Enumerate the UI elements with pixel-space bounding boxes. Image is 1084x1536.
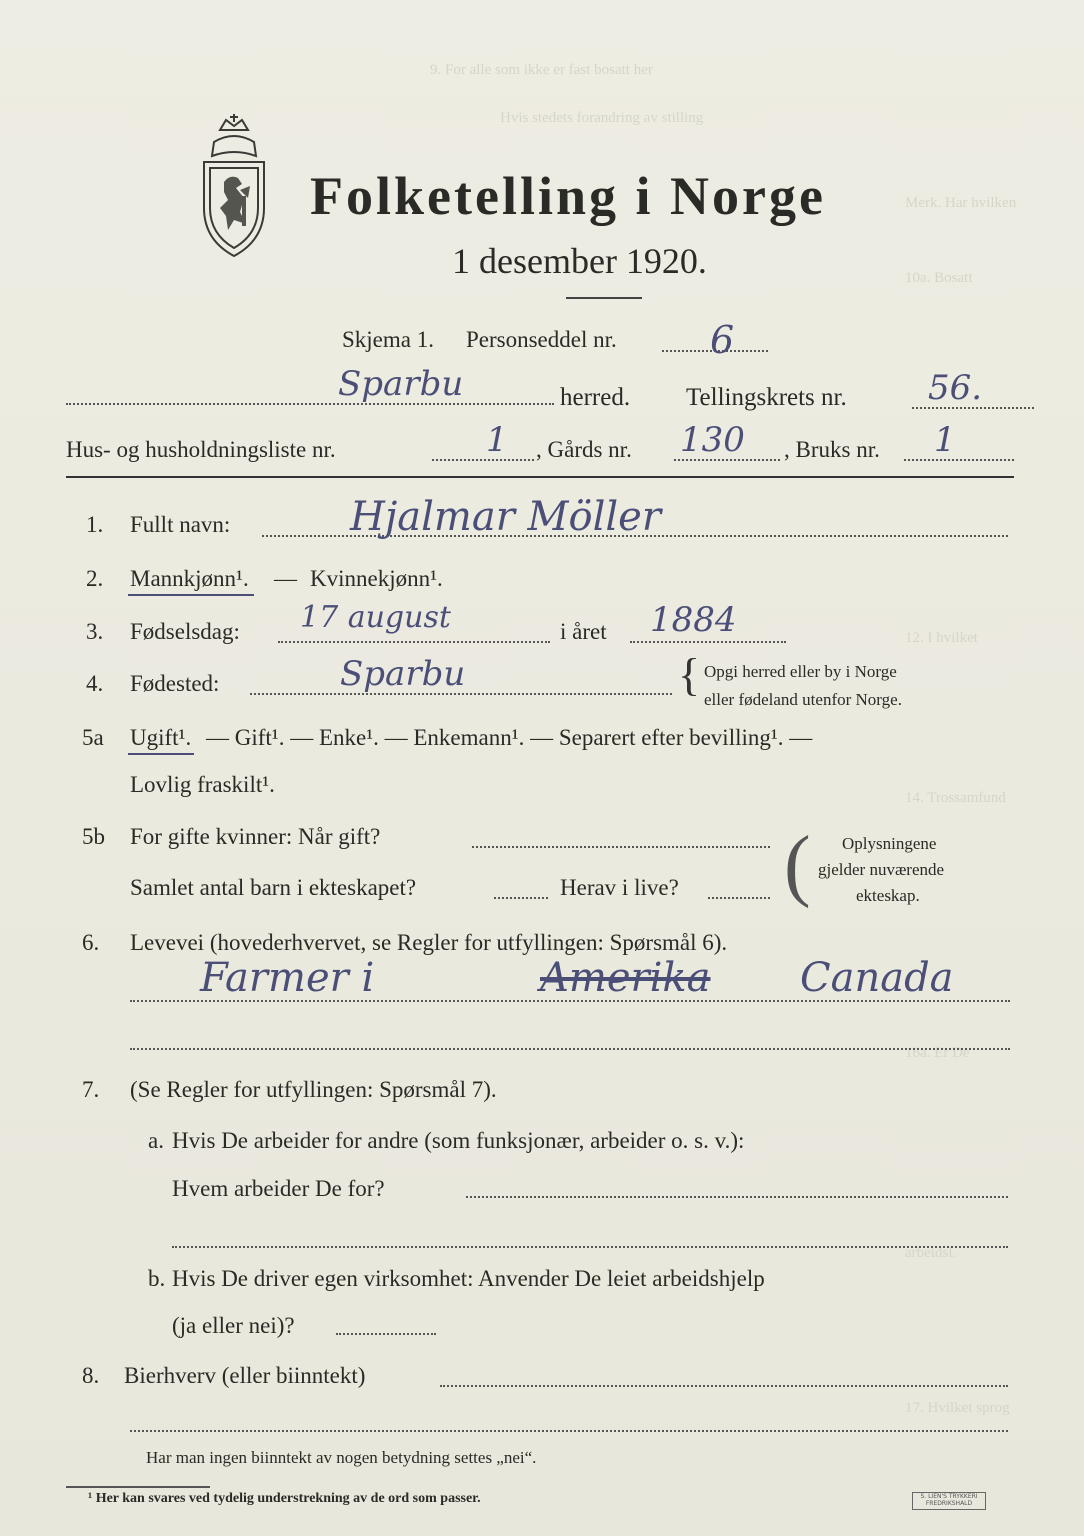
q5a-fraskilt-option[interactable]: Lovlig fraskilt¹. xyxy=(130,772,275,797)
q7b-line1: Hvis De driver egen virksomhet: Anvender De leiet arbeidshjelp xyxy=(172,1266,765,1291)
q4-note-line2: eller fødeland utenfor Norge. xyxy=(704,690,902,709)
q7b-field-line xyxy=(336,1333,436,1335)
q3-year-label: i året xyxy=(560,619,607,644)
q6-occupation-part1[interactable]: Farmer i xyxy=(200,955,375,1001)
q8-field-line-1 xyxy=(440,1385,1008,1387)
q8-label: Bierhverv (eller biinntekt) xyxy=(124,1363,366,1388)
q5b-label: For gifte kvinner: Når gift? xyxy=(130,824,381,849)
q5b-note-line1: Oplysningene xyxy=(842,834,937,853)
q5b-alive-field-line xyxy=(708,897,770,899)
q7a-line1: Hvis De arbeider for andre (som funksjonær, arbeider o. s. v.): xyxy=(172,1128,745,1153)
herred-value[interactable]: Sparbu xyxy=(338,364,464,404)
q5b-number: 5b xyxy=(82,824,105,849)
tellingskrets-label: Tellingskrets nr. xyxy=(686,384,847,411)
bleed-through-text: 9. For alle som ikke er fast bosatt her xyxy=(430,62,653,78)
q1-full-name[interactable]: Hjalmar Möller xyxy=(350,494,661,540)
bleed-through-text: 10a. Bosatt xyxy=(905,270,973,286)
bruks-field-line xyxy=(904,459,1014,461)
q2-female-option[interactable]: Kvinnekjønn¹. xyxy=(310,566,443,591)
footnote-divider xyxy=(66,1486,210,1488)
q3-year-field-line xyxy=(630,641,786,643)
q5b-alive-label: Herav i live? xyxy=(560,875,679,900)
q4-birthplace[interactable]: Sparbu xyxy=(340,654,466,694)
hus-field-line xyxy=(432,459,534,461)
bleed-through-text: 16a. Er De xyxy=(905,1045,970,1061)
q5b-brace: ( xyxy=(784,821,811,909)
bruks-label: , Bruks nr. xyxy=(784,437,880,462)
q7a-field-line-1 xyxy=(466,1196,1008,1198)
q7a-field-line-2 xyxy=(172,1246,1008,1248)
q5b-note-line3: ekteskap. xyxy=(856,886,920,905)
q5b-children-field-line xyxy=(494,897,548,899)
q7a-letter: a. xyxy=(148,1128,164,1153)
q7-number: 7. xyxy=(82,1077,100,1102)
bruks-value[interactable]: 1 xyxy=(934,420,956,460)
q8-number: 8. xyxy=(82,1363,100,1388)
q5b-children-label: Samlet antal barn i ekteskapet? xyxy=(130,875,417,900)
q5a-ugift-underline-mark xyxy=(128,753,194,755)
herred-label: herred. xyxy=(560,384,631,411)
q5b-married-field-line xyxy=(472,846,770,848)
bleed-through-text: Merk. Har hvilken xyxy=(905,195,1017,211)
q8-note: Har man ingen biinntekt av nogen betydning settes „nei“. xyxy=(146,1448,537,1467)
q5a-other-options[interactable]: — Gift¹. — Enke¹. — Enkemann¹. — Separert efter bevilling¹. — xyxy=(206,725,813,750)
hus-label: Hus- og husholdningsliste nr. xyxy=(66,437,336,462)
q3-birth-year[interactable]: 1884 xyxy=(650,600,737,640)
q4-brace: { xyxy=(678,649,701,700)
q5a-number: 5a xyxy=(82,725,104,750)
q7b-line2: (ja eller nei)? xyxy=(172,1313,295,1338)
q5a-ugift-option[interactable]: Ugift¹. xyxy=(130,725,192,750)
q7b-letter: b. xyxy=(148,1266,166,1291)
q3-number: 3. xyxy=(86,619,104,644)
q6-field-line-2 xyxy=(130,1048,1010,1050)
gards-value[interactable]: 130 xyxy=(680,420,745,460)
q7a-line2: Hvem arbeider De for? xyxy=(172,1176,385,1201)
bleed-through-text: Hvis stedets forandring av stilling xyxy=(500,110,704,126)
personseddel-value[interactable]: 6 xyxy=(710,318,735,362)
hus-value[interactable]: 1 xyxy=(486,420,508,460)
section-divider xyxy=(66,476,1014,478)
q7-label: (Se Regler for utfyllingen: Spørsmål 7). xyxy=(130,1077,497,1102)
q2-male-option[interactable]: Mannkjønn¹. xyxy=(130,566,249,591)
form-title: Folketelling i Norge xyxy=(310,166,826,226)
q6-label: Levevei (hovederhvervet, se Regler for utfyllingen: Spørsmål 6). xyxy=(130,930,728,955)
footnote: ¹ Her kan svares ved tydelig understrekning av de ord som passer. xyxy=(88,1491,481,1506)
q2-male-underline-mark xyxy=(128,594,254,596)
tellingskrets-value[interactable]: 56. xyxy=(928,368,983,408)
herred-field-line xyxy=(66,403,554,405)
bleed-through-text: arbeidsl. xyxy=(905,1245,957,1261)
q1-number: 1. xyxy=(86,512,104,537)
q3-birth-day[interactable]: 17 august xyxy=(300,600,451,635)
q4-note-line1: Opgi herred eller by i Norge xyxy=(704,662,897,681)
q4-number: 4. xyxy=(86,671,104,696)
bleed-through-text: 14. Trossamfund xyxy=(905,790,1006,806)
schema-label: Skjema 1. xyxy=(342,327,434,352)
q1-label: Fullt navn: xyxy=(130,512,231,537)
norwegian-coat-of-arms-icon xyxy=(190,112,278,260)
q4-label: Fødested: xyxy=(130,671,220,696)
bleed-through-text: 17. Hvilket sprog xyxy=(905,1400,1010,1416)
census-date: 1 desember 1920. xyxy=(452,241,707,281)
q5b-note-line2: gjelder nuværende xyxy=(818,860,945,879)
q2-dash: — xyxy=(274,566,297,591)
title-divider xyxy=(566,297,642,299)
bleed-through-text: 12. I hvilket xyxy=(905,630,978,646)
q8-field-line-2 xyxy=(130,1430,1008,1432)
q6-occupation-part2[interactable]: Canada xyxy=(800,955,954,1001)
q2-number: 2. xyxy=(86,566,104,591)
q6-number: 6. xyxy=(82,930,100,955)
printer-stamp: S. LIEN'S TRYKKERI FREDRIKSHALD xyxy=(912,1492,986,1510)
gards-label: , Gårds nr. xyxy=(536,437,632,462)
q6-occupation-struck[interactable]: Amerika xyxy=(540,955,711,1001)
q3-label: Fødselsdag: xyxy=(130,619,240,644)
personseddel-label: Personseddel nr. xyxy=(466,327,617,352)
q3-day-field-line xyxy=(278,641,550,643)
